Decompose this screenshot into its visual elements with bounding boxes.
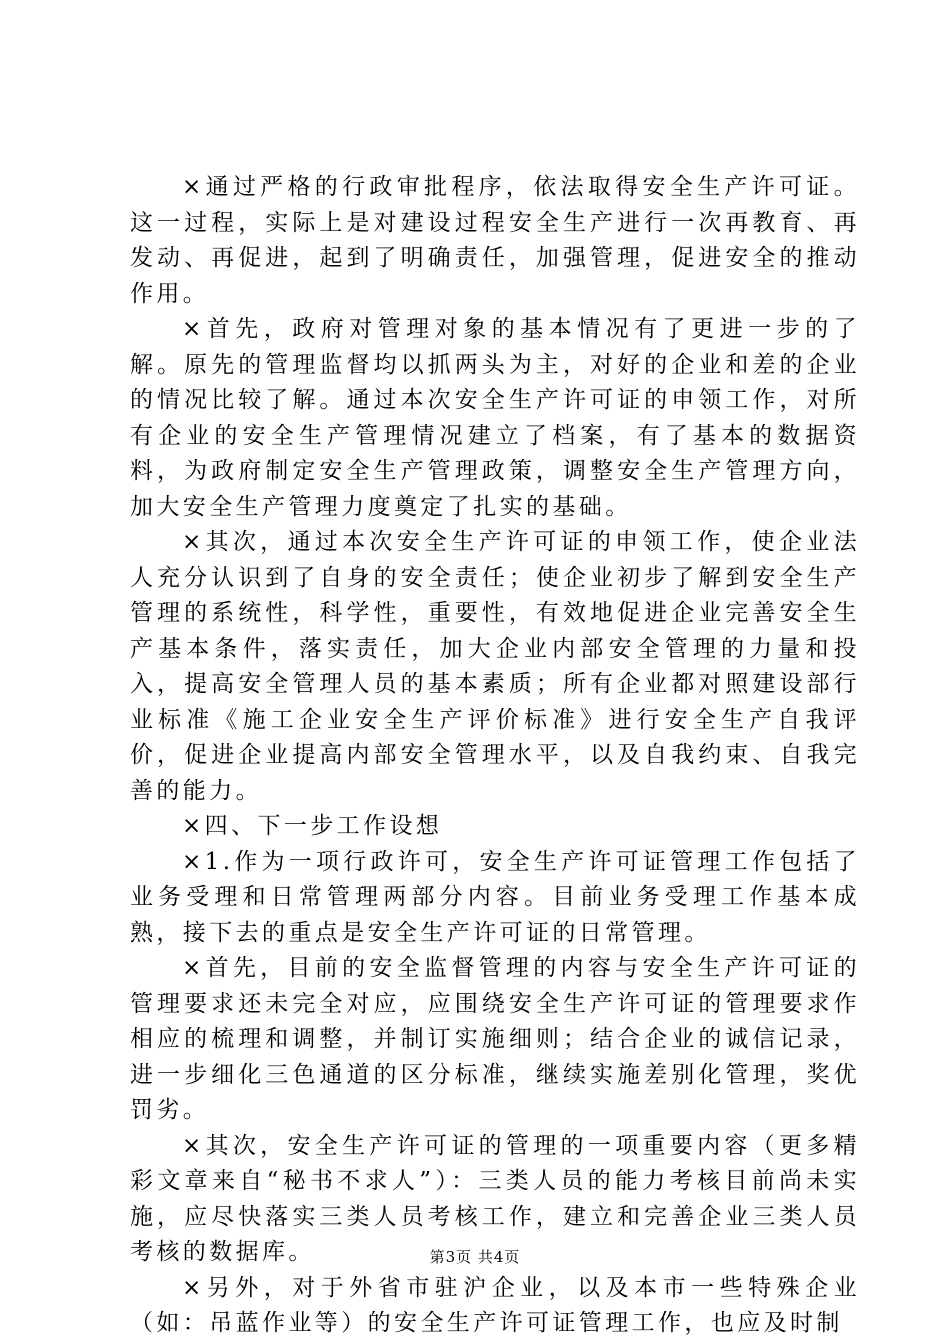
- section-heading: ×四、下一步工作设想: [182, 813, 443, 839]
- paragraph: ×通过严格的行政审批程序，依法取得安全生产许可证。这一过程，实际上是对建设过程安全生产进行一次再教育、再发动、再促进，起到了明确责任，加强管理，促进安全的推动作用。: [130, 174, 860, 307]
- paragraph: ×首先，目前的安全监督管理的内容与安全生产许可证的管理要求还未完全对应，应围绕安全生产许可证的管理要求作相应的梳理和调整，并制订实施细则；结合企业的诚信记录，进一步细化三色通道的区分标准，继续实施差别化管理，奖优罚劣。: [130, 955, 860, 1123]
- page-number-footer: 第3页 共4页: [429, 1248, 521, 1266]
- paragraph: ×其次，通过本次安全生产许可证的申领工作，使企业法人充分认识到了自身的安全责任；使企业初步了解到安全生产管理的系统性，科学性，重要性，有效地促进企业完善安全生产基本条件，落实责任，加大企业内部安全管理的力量和投入，提高安全管理人员的基本素质；所有企业都对照建设部行业标准《施工企业安全生产评价标准》进行安全生产自我评价，促进企业提高内部安全管理水平，以及自我约束、自我完善的能力。: [130, 529, 860, 804]
- paragraph: ×首先，政府对管理对象的基本情况有了更进一步的了解。原先的管理监督均以抓两头为主，对好的企业和差的企业的情况比较了解。通过本次安全生产许可证的申领工作，对所有企业的安全生产管理情况建立了档案，有了基本的数据资料，为政府制定安全生产管理政策，调整安全生产管理方向，加大安全生产管理力度奠定了扎实的基础。: [130, 316, 860, 520]
- paragraph: ×1.作为一项行政许可，安全生产许可证管理工作包括了业务受理和日常管理两部分内容。目前业务受理工作基本成熟，接下去的重点是安全生产许可证的日常管理。: [130, 848, 860, 946]
- paragraph: ×另外，对于外省市驻沪企业，以及本市一些特殊企业（如：吊蓝作业等）的安全生产许可证管理工作，也应及时制: [130, 1274, 860, 1336]
- paragraph: ×其次，安全生产许可证的管理的一项重要内容（更多精彩文章来自“秘书不求人”）：三类人员的能力考核目前尚未实施，应尽快落实三类人员考核工作，建立和完善企业三类人员考核的数据库。: [130, 1132, 860, 1265]
- document-body: [130, 170, 860, 1342]
